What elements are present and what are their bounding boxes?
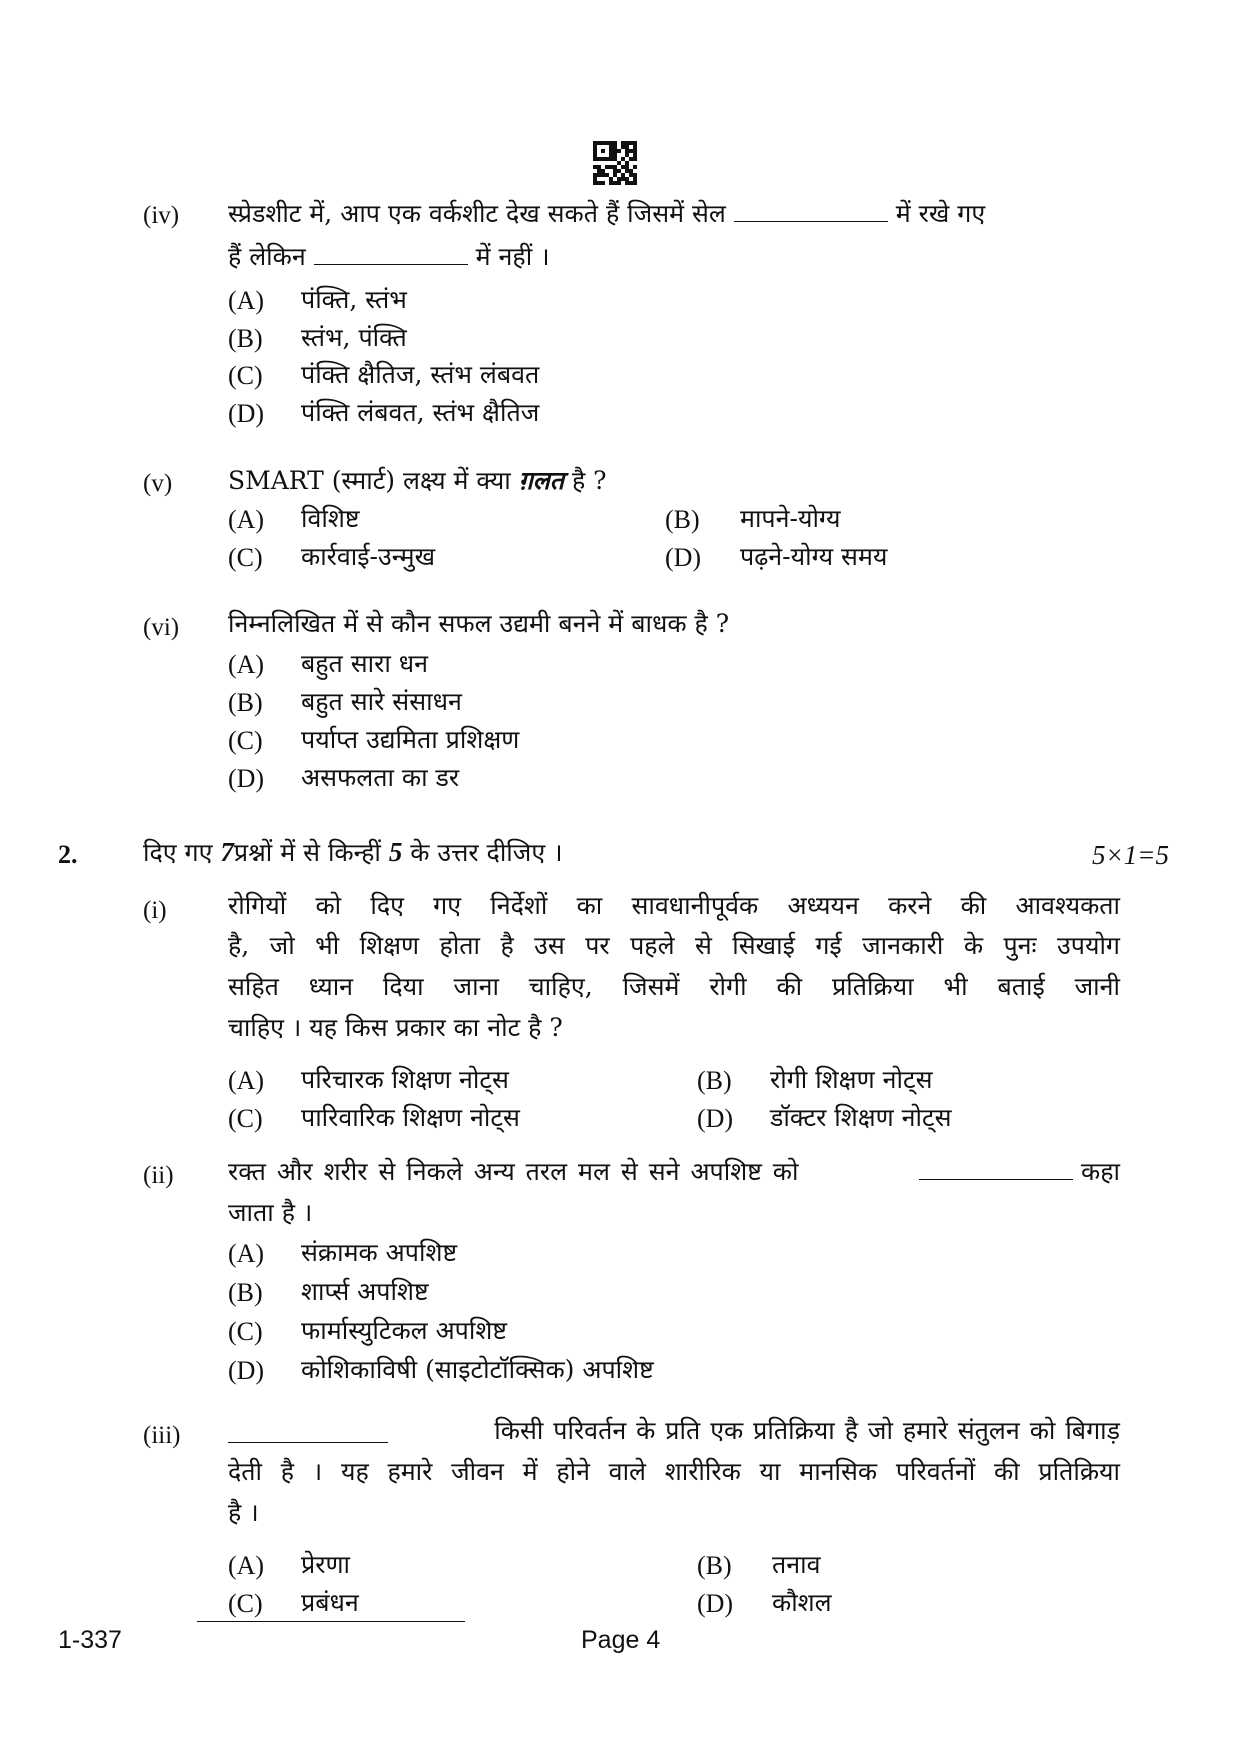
option-label: (D) xyxy=(697,1104,734,1133)
option-text: स्तंभ, पंक्ति xyxy=(301,323,407,352)
option-label: (B) xyxy=(697,1066,732,1095)
option-text: कोशिकाविषी (साइटोटॉक्सिक) अपशिष्ट xyxy=(301,1355,654,1384)
option-text: असफलता का डर xyxy=(301,763,460,792)
question-text-line2 xyxy=(228,240,550,274)
section-instruction xyxy=(143,835,563,870)
option-text: बहुत सारे संसाधन xyxy=(301,687,462,716)
option-text: फार्मास्युटिकल अपशिष्ट xyxy=(301,1316,507,1345)
option-label: (C) xyxy=(228,1104,263,1133)
option-label: (B) xyxy=(697,1551,732,1580)
option-text: रोगी शिक्षण नोट्स xyxy=(770,1065,933,1094)
option-text: तनाव xyxy=(772,1550,821,1579)
question-text-line: चाहिए । यह किस प्रकार का नोट है ? xyxy=(228,1013,563,1042)
option-label: (B) xyxy=(228,1278,263,1307)
option-label: (D) xyxy=(228,399,265,428)
instruction-number: 5 xyxy=(388,837,403,867)
option-label: (A) xyxy=(228,1239,265,1268)
option-text: पारिवारिक शिक्षण नोट्स xyxy=(301,1103,520,1132)
option-label: (A) xyxy=(228,286,265,315)
question-text-part: स्प्रेडशीट में, आप एक वर्कशीट देख सकते हैं जिसमें सेल xyxy=(228,199,726,228)
question-number: (iv) xyxy=(143,202,180,229)
question-text-line: है । xyxy=(228,1498,259,1527)
option-label: (D) xyxy=(228,1356,265,1385)
option-label: (C) xyxy=(228,543,263,572)
question-text-part: SMART (स्मार्ट) लक्ष्य में क्या xyxy=(228,466,511,495)
question-text-line: है, जो भी शिक्षण होता है उस पर पहले से सिखाई गई जानकारी के पुनः उपयोग xyxy=(228,931,1120,960)
question-text xyxy=(228,1414,1120,1448)
paper-code: 1-337 xyxy=(58,1626,122,1654)
instruction-part: के उत्तर दीजिए । xyxy=(410,838,563,867)
option-label: (C) xyxy=(228,1589,263,1618)
question-text-part: है ? xyxy=(571,466,607,495)
blank-and-end xyxy=(919,1155,1120,1189)
emphasis-word: ग़लत xyxy=(518,466,564,495)
question-number: (vi) xyxy=(143,614,180,641)
option-label: (C) xyxy=(228,1317,263,1346)
qr-code xyxy=(593,141,637,185)
option-label: (B) xyxy=(228,688,263,717)
option-label: (A) xyxy=(228,505,265,534)
option-text: पढ़ने-योग्य समय xyxy=(740,542,888,571)
question-number: (iii) xyxy=(143,1422,181,1449)
question-text-part: रक्त और शरीर से निकले अन्य तरल मल से सने अपशिष्ट को xyxy=(228,1157,799,1186)
question-text-line: रोगियों को दिए गए निर्देशों का सावधानीपूर्वक अध्ययन करने की आवश्यकता xyxy=(228,891,1120,920)
option-label: (D) xyxy=(228,764,265,793)
option-text: कार्रवाई-उन्मुख xyxy=(301,542,436,571)
instruction-part: प्रश्नों में से किन्हीं xyxy=(233,838,381,867)
option-text: पंक्ति, स्तंभ xyxy=(301,285,407,314)
option-label: (C) xyxy=(228,726,263,755)
option-text: डॉक्टर शिक्षण नोट्स xyxy=(770,1103,952,1132)
option-text: पर्याप्त उद्यमिता प्रशिक्षण xyxy=(301,725,520,754)
question-text xyxy=(228,197,1120,231)
question-text-part: कहा xyxy=(1081,1157,1120,1186)
question-text-line: सहित ध्यान दिया जाना चाहिए, जिसमें रोगी की प्रतिक्रिया भी बताई जानी xyxy=(228,972,1120,1001)
option-text: प्रेरणा xyxy=(301,1550,351,1579)
option-text: पंक्ति लंबवत, स्तंभ क्षैतिज xyxy=(301,398,540,427)
option-text: शार्प्स अपशिष्ट xyxy=(301,1277,429,1306)
option-label: (A) xyxy=(228,1066,265,1095)
question-text-part: में रखे गए xyxy=(895,199,986,228)
option-label: (B) xyxy=(665,505,700,534)
question-text xyxy=(228,464,607,498)
option-label: (A) xyxy=(228,650,265,679)
option-text: संक्रामक अपशिष्ट xyxy=(301,1238,458,1267)
option-label: (A) xyxy=(228,1551,265,1580)
question-text-part: किसी परिवर्तन के प्रति एक प्रतिक्रिया है जो हमारे संतुलन को बिगाड़ xyxy=(494,1416,1120,1445)
question-text-line: देती है । यह हमारे जीवन में होने वाले शारीरिक या मानसिक परिवर्तनों की प्रतिक्रिया xyxy=(228,1457,1120,1486)
option-label: (C) xyxy=(228,361,263,390)
fill-in-blank xyxy=(919,1157,1073,1180)
option-text: बहुत सारा धन xyxy=(301,649,429,678)
option-label: (D) xyxy=(697,1589,734,1618)
page-number: Page 4 xyxy=(581,1626,661,1654)
instruction-number: 7 xyxy=(220,837,234,867)
option-text: विशिष्ट xyxy=(301,504,360,533)
question-number: (ii) xyxy=(143,1162,174,1189)
question-text-part: में नहीं । xyxy=(475,242,550,271)
instruction-part: दिए गए xyxy=(143,838,213,867)
question-number: (v) xyxy=(143,470,173,497)
option-label: (D) xyxy=(665,543,702,572)
option-text: पंक्ति क्षैतिज, स्तंभ लंबवत xyxy=(301,360,540,389)
section-number: 2. xyxy=(58,840,78,869)
question-number: (i) xyxy=(143,897,167,924)
question-text-part: हैं लेकिन xyxy=(228,242,306,271)
marks-allocation: 5×1=5 xyxy=(1092,840,1169,870)
question-text-line2: जाता है । xyxy=(228,1198,313,1227)
fill-in-blank xyxy=(734,199,888,222)
question-text xyxy=(228,1155,1120,1189)
option-text: कौशल xyxy=(772,1588,832,1617)
question-text: निम्नलिखित में से कौन सफल उद्यमी बनने में बाधक है ? xyxy=(228,609,730,638)
footer-rule xyxy=(197,1621,465,1622)
fill-in-blank xyxy=(314,242,468,265)
option-text: प्रबंधन xyxy=(301,1588,359,1617)
option-label: (B) xyxy=(228,324,263,353)
option-text: परिचारक शिक्षण नोट्स xyxy=(301,1065,509,1094)
option-text: मापने-योग्य xyxy=(740,504,841,533)
fill-in-blank xyxy=(228,1420,388,1443)
